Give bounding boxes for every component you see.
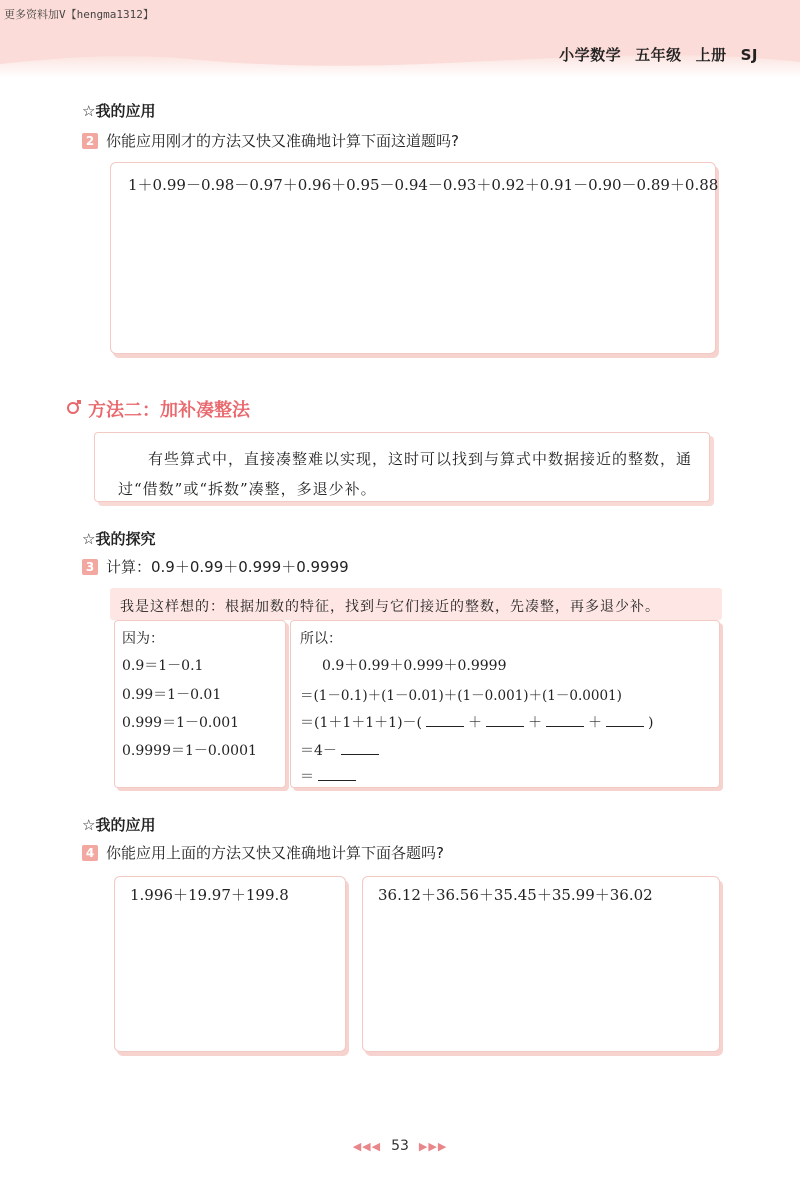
expression-q2: 1＋0.99－0.98－0.97＋0.96＋0.95－0.94－0.93＋0.92＋0.91－0.90－0.89＋0.88 bbox=[128, 176, 719, 194]
plus-sign: ＋ bbox=[588, 715, 603, 731]
because-label: 因为： bbox=[122, 631, 164, 647]
so-line-4 bbox=[300, 740, 383, 760]
so-line-5 bbox=[300, 766, 360, 786]
method-title bbox=[66, 396, 250, 422]
question-2 bbox=[82, 130, 459, 151]
blank-1[interactable] bbox=[426, 715, 464, 727]
so-line-3 bbox=[300, 712, 653, 732]
section-label-application-2: ☆我的应用 bbox=[82, 816, 156, 834]
ring-icon bbox=[66, 399, 82, 419]
plus-sign: ＋ bbox=[528, 715, 543, 731]
so-line-3-prefix: ＝(1＋1＋1＋1)－( bbox=[300, 715, 423, 731]
section-label-explore: ☆我的探究 bbox=[82, 530, 156, 548]
section-label-application-1: ☆我的应用 bbox=[82, 102, 156, 120]
page-number: 53 bbox=[391, 1138, 409, 1154]
so-line-5-prefix: ＝ bbox=[300, 769, 314, 785]
so-label: 所以： bbox=[300, 631, 342, 647]
blank-2[interactable] bbox=[486, 715, 524, 727]
blank-4[interactable] bbox=[606, 715, 644, 727]
question-4 bbox=[82, 842, 444, 863]
because-line: 0.9＝1－0.1 bbox=[122, 658, 204, 674]
question-text: 你能应用上面的方法又快又准确地计算下面各题吗? bbox=[106, 844, 444, 862]
grade-label: 五年级 bbox=[635, 46, 682, 64]
subject-label: 小学数学 bbox=[559, 46, 622, 64]
question-text: 计算：0.9＋0.99＋0.999＋0.9999 bbox=[106, 558, 349, 576]
expression-q4-right: 36.12＋36.56＋35.45＋35.99＋36.02 bbox=[378, 886, 653, 904]
because-line: 0.9999＝1－0.0001 bbox=[122, 743, 257, 759]
question-3 bbox=[82, 556, 349, 577]
plus-sign: ＋ bbox=[468, 715, 483, 731]
blank-5[interactable] bbox=[341, 743, 379, 755]
right-arrows-icon: ▶▶▶ bbox=[418, 1140, 448, 1153]
book-meta bbox=[545, 44, 758, 65]
expression-q4-left: 1.996＋19.97＋199.8 bbox=[130, 886, 289, 904]
question-text: 你能应用刚才的方法又快又准确地计算下面这道题吗? bbox=[106, 132, 459, 150]
so-line-2: ＝(1－0.1)＋(1－0.01)＋(1－0.001)＋(1－0.0001) bbox=[300, 688, 622, 704]
method-description: 有些算式中，直接凑整难以实现，这时可以找到与算式中数据接近的整数，通过“借数”或“拆数”凑整，多退少补。 bbox=[118, 450, 693, 498]
page-footer bbox=[0, 1138, 800, 1154]
left-arrows-icon: ◀◀◀ bbox=[352, 1140, 382, 1153]
question-number-badge: 2 bbox=[82, 133, 98, 149]
thinking-text: 我是这样想的：根据加数的特征，找到与它们接近的整数，先凑整，再多退少补。 bbox=[120, 599, 660, 615]
so-box bbox=[290, 620, 720, 788]
question-number-badge: 4 bbox=[82, 845, 98, 861]
close-paren: ) bbox=[648, 715, 654, 731]
watermark: 更多资料加V【hengma1312】 bbox=[4, 8, 154, 21]
blank-6[interactable] bbox=[318, 769, 356, 781]
so-line-4-prefix: ＝4－ bbox=[300, 743, 337, 759]
method-title-text: 方法二：加补凑整法 bbox=[88, 400, 250, 421]
because-line: 0.99＝1－0.01 bbox=[122, 687, 222, 703]
edition-label: SJ bbox=[740, 46, 758, 64]
so-line-1: 0.9＋0.99＋0.999＋0.9999 bbox=[322, 658, 507, 674]
volume-label: 上册 bbox=[695, 46, 727, 64]
because-line: 0.999＝1－0.001 bbox=[122, 715, 240, 731]
question-number-badge: 3 bbox=[82, 559, 98, 575]
blank-3[interactable] bbox=[546, 715, 584, 727]
